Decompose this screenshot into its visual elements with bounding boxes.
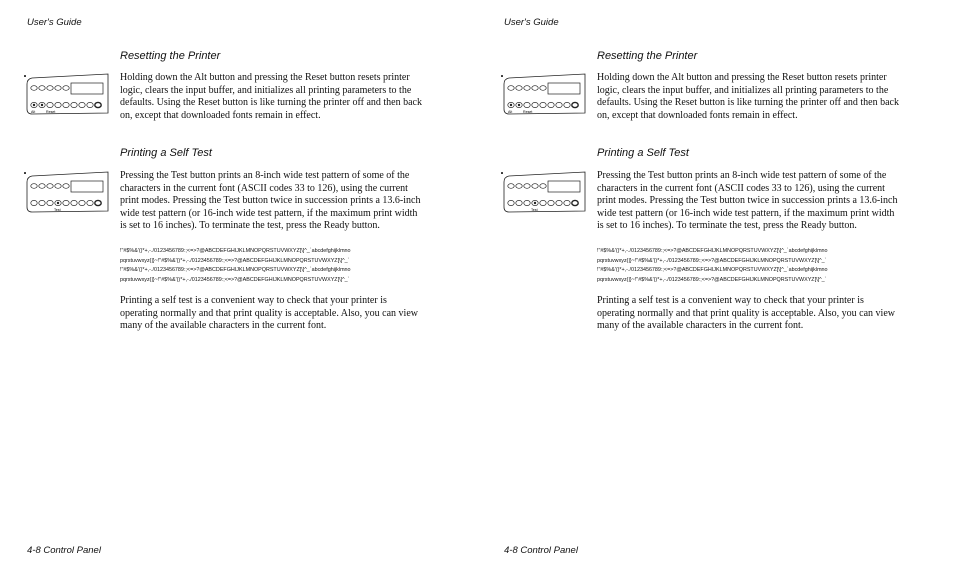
test-pattern-line: pqrstuvwxyz{|}~!"#$%&'()*+,-./0123456789:;<=>?@ABCDEFGHIJKLMNOPQRSTUVWXYZ[\]^_`	[597, 257, 827, 264]
panel-label-alt: Alt	[508, 110, 513, 114]
section-title-reset: Resetting the Printer	[120, 50, 221, 62]
panel-label-reset: Reset	[523, 110, 533, 114]
panel-label-test: Test	[531, 208, 538, 212]
control-panel-reset-illustration	[501, 72, 589, 118]
control-panel-test-illustration	[501, 170, 589, 216]
page-footer: 4-8 Control Panel	[27, 545, 101, 556]
test-pattern-sample	[597, 247, 917, 285]
test-pattern-line: pqrstuvwxyz{|}~!"#$%&'()*+,-./0123456789:;<=>?@ABCDEFGHIJKLMNOPQRSTUVWXYZ[\]^_`	[120, 257, 350, 264]
panel-label-reset: Reset	[46, 110, 56, 114]
section-title-self-test: Printing a Self Test	[597, 147, 689, 159]
test-pattern-line: !"#$%&'()*+,-./0123456789:;<=>?@ABCDEFGHIJKLMNOPQRSTUVWXYZ[\]^_`abcdefghijklmno	[120, 267, 351, 273]
section-closing-text: Printing a self test is a convenient way to check that your printer is operating normally and that print quality is acceptable. Also, you can view many of the available characters in the current font.	[120, 295, 418, 332]
test-pattern-sample	[120, 247, 440, 285]
section-body-reset: Holding down the Alt button and pressing the Reset button resets printer logic, clears the input buffer, and initializes all printing parameters to the defaults. Using the Reset button is like turning the printer off and then back on, except that downloaded fonts remain in effect.	[597, 72, 899, 121]
section-body-self-test: Pressing the Test button prints an 8-inch wide test pattern of some of the characters in the current font (ASCII codes 33 to 126), using the current print modes. Pressing the Test button twice in succession prints a 13.6-inch wide test pattern (or 16-inch wide test pattern, if the maximum print width is set to 16 inches). To terminate the test, press the Ready button.	[120, 170, 421, 232]
test-pattern-line: pqrstuvwxyz{|}~!"#$%&'()*+,-./0123456789:;<=>?@ABCDEFGHIJKLMNOPQRSTUVWXYZ[\]^_`	[597, 276, 827, 283]
panel-label-alt: Alt	[31, 110, 36, 114]
test-pattern-line: !"#$%&'()*+,-./0123456789:;<=>?@ABCDEFGHIJKLMNOPQRSTUVWXYZ[\]^_`abcdefghijklmno	[597, 248, 828, 254]
section-title-self-test: Printing a Self Test	[120, 147, 212, 159]
section-title-reset: Resetting the Printer	[597, 50, 698, 62]
test-pattern-line: !"#$%&'()*+,-./0123456789:;<=>?@ABCDEFGHIJKLMNOPQRSTUVWXYZ[\]^_`abcdefghijklmno	[597, 267, 828, 273]
section-body-self-test: Pressing the Test button prints an 8-inch wide test pattern of some of the characters in the current font (ASCII codes 33 to 126), using the current print modes. Pressing the Test button twice in succession prints a 13.6-inch wide test pattern (or 16-inch wide test pattern, if the maximum print width is set to 16 inches). To terminate the test, press the Ready button.	[597, 170, 898, 232]
page-footer: 4-8 Control Panel	[504, 545, 578, 556]
section-closing-text: Printing a self test is a convenient way to check that your printer is operating normally and that print quality is acceptable. Also, you can view many of the available characters in the current font.	[597, 295, 895, 332]
test-pattern-line: !"#$%&'()*+,-./0123456789:;<=>?@ABCDEFGHIJKLMNOPQRSTUVWXYZ[\]^_`abcdefghijklmno	[120, 248, 351, 254]
page-header: User's Guide	[27, 17, 82, 28]
control-panel-reset-illustration	[24, 72, 112, 118]
panel-label-test: Test	[54, 208, 61, 212]
section-body-reset: Holding down the Alt button and pressing the Reset button resets printer logic, clears the input buffer, and initializes all printing parameters to the defaults. Using the Reset button is like turning the printer off and then back on, except that downloaded fonts remain in effect.	[120, 72, 422, 121]
page-header: User's Guide	[504, 17, 559, 28]
control-panel-test-illustration	[24, 170, 112, 216]
right-page	[477, 0, 954, 580]
test-pattern-line: pqrstuvwxyz{|}~!"#$%&'()*+,-./0123456789:;<=>?@ABCDEFGHIJKLMNOPQRSTUVWXYZ[\]^_`	[120, 276, 350, 283]
